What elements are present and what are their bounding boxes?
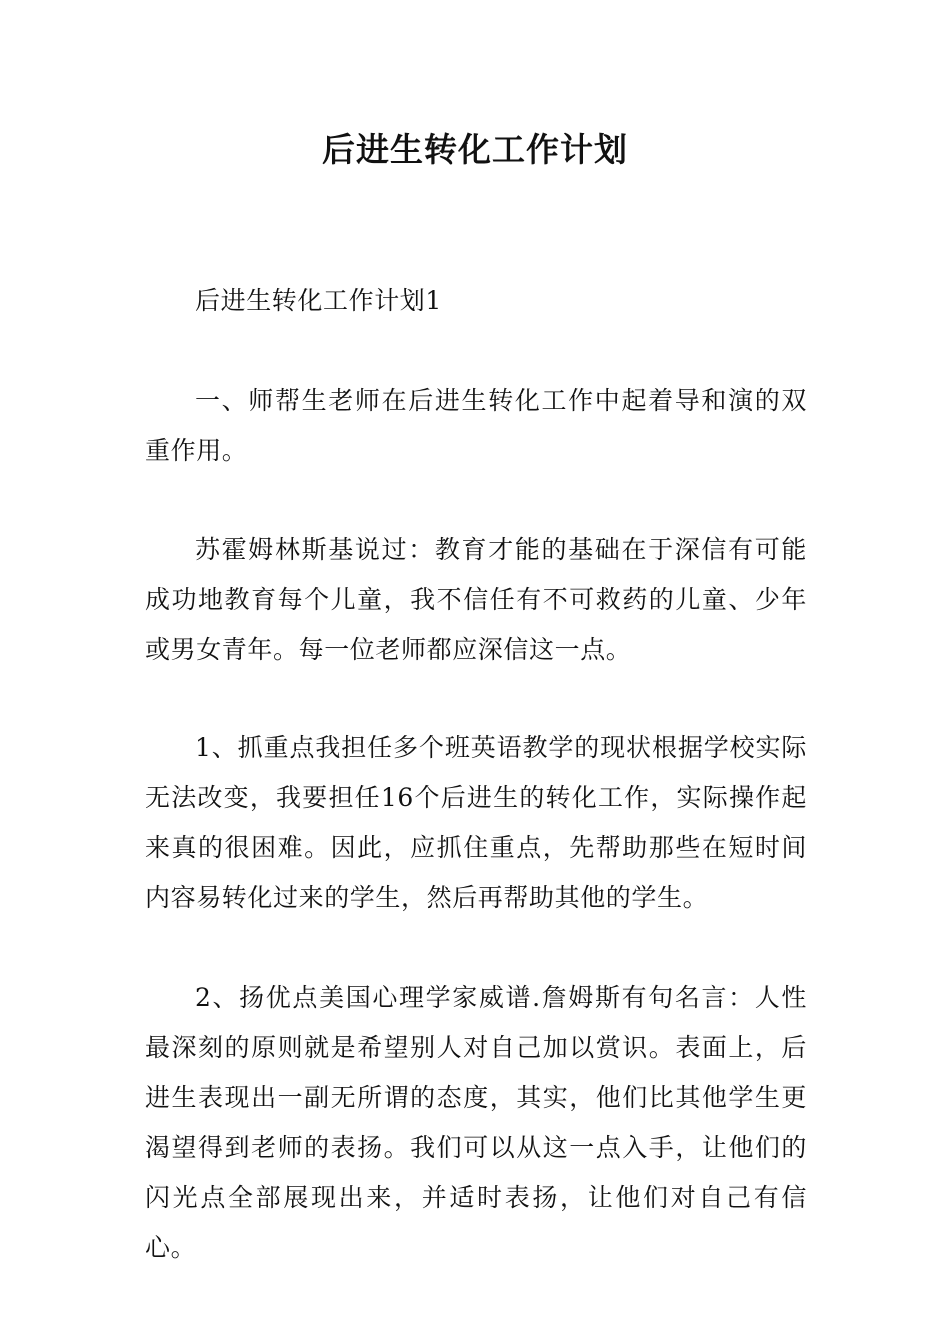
document-title: 后进生转化工作计划: [322, 130, 628, 169]
point-one-paragraph: 1、抓重点我担任多个班英语教学的现状根据学校实际无法改变，我要担任16个后进生的转化工作，实际操作起来真的很困难。因此，应抓住重点，先帮助那些在短时间内容易转化过来的学生，然后再帮助其他的学生。: [145, 733, 807, 912]
plan-subtitle: 后进生转化工作计划1: [195, 286, 442, 315]
point-two-paragraph: 2、扬优点美国心理学家威谱.詹姆斯有句名言：人性最深刻的原则就是希望别人对自己加以赏识。表面上，后进生表现出一副无所谓的态度，其实，他们比其他学生更渴望得到老师的表扬。我们可以从这一点入手，让他们的闪光点全部展现出来，并适时表扬，让他们对自己有信心。: [145, 983, 807, 1262]
section-one-heading: 一、师帮生老师在后进生转化工作中起着导和演的双重作用。: [145, 386, 807, 465]
quote-paragraph: 苏霍姆林斯基说过：教育才能的基础在于深信有可能成功地教育每个儿童，我不信任有不可救药的儿童、少年或男女青年。每一位老师都应深信这一点。: [145, 535, 807, 664]
